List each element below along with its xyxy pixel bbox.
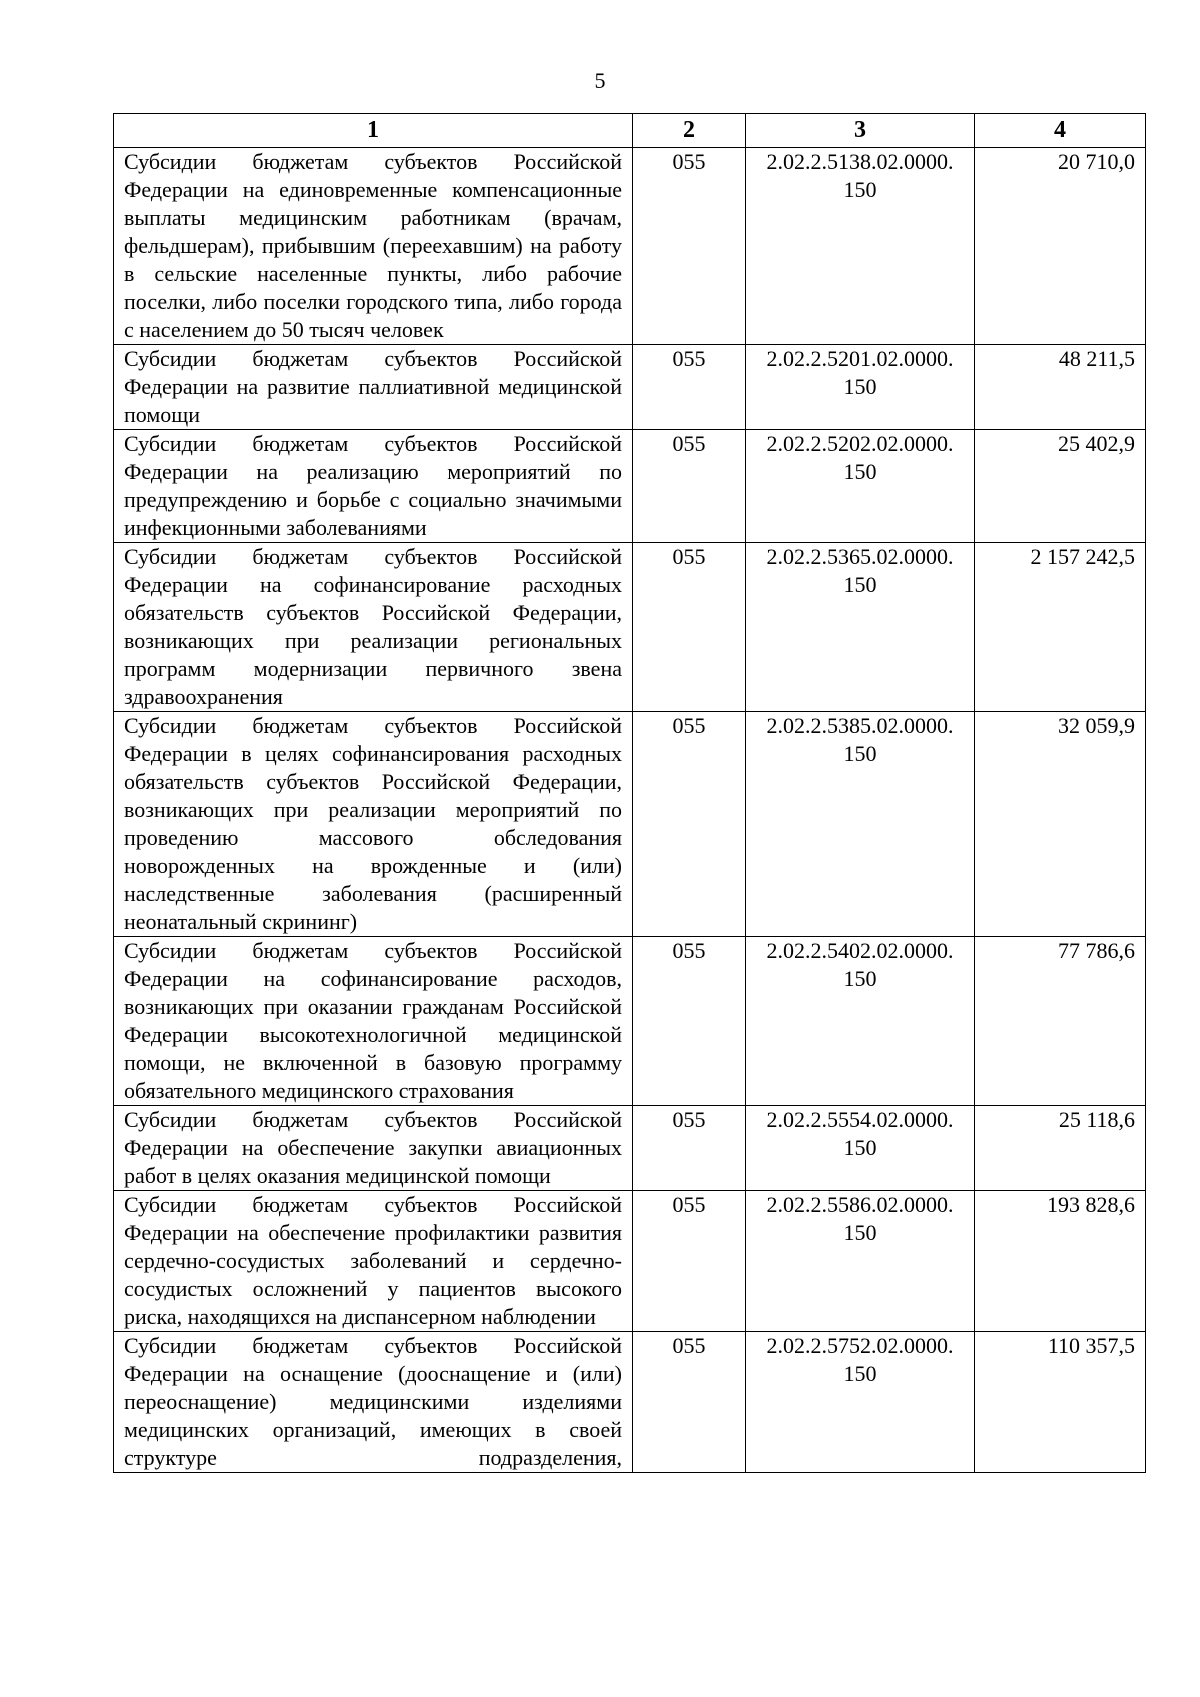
header-col-1: 1	[114, 114, 633, 148]
row-name: Субсидии бюджетам субъектов Российской Федерации на реализацию мероприятий по предупреждению и борьбе с социально значимыми инфекционными заболеваниями	[114, 430, 633, 543]
row-name: Субсидии бюджетам субъектов Российской Федерации на софинансирование расходных обязательств субъектов Российской Федерации, возникающих при реализации региональных программ модернизации первичного звена здравоохранения	[114, 543, 633, 712]
row-name: Субсидии бюджетам субъектов Российской Федерации на оснащение (дооснащение и (или) переоснащение) медицинскими изделиями медицинских организаций, имеющих в своей структуре подразделения,	[114, 1332, 633, 1473]
row-classification-code: 2.02.2.5138.02.0000. 150	[746, 148, 975, 345]
page-number: 5	[594, 68, 606, 93]
row-classification-code: 2.02.2.5202.02.0000. 150	[746, 430, 975, 543]
row-admin-code: 055	[633, 543, 746, 712]
row-admin-code: 055	[633, 1332, 746, 1473]
row-classification-code: 2.02.2.5201.02.0000. 150	[746, 345, 975, 430]
header-col-3: 3	[746, 114, 975, 148]
row-name: Субсидии бюджетам субъектов Российской Федерации на обеспечение закупки авиационных работ в целях оказания медицинской помощи	[114, 1106, 633, 1191]
table-row	[114, 1332, 1146, 1473]
row-name: Субсидии бюджетам субъектов Российской Федерации на единовременные компенсационные выплаты медицинским работникам (врачам, фельдшерам), прибывшим (переехавшим) на работу в сельские населенные пункты, либо рабочие поселки, либо поселки городского типа, либо города с населением до 50 тысяч человек	[114, 148, 633, 345]
header-col-2: 2	[633, 114, 746, 148]
row-name: Субсидии бюджетам субъектов Российской Федерации в целях софинансирования расходных обязательств субъектов Российской Федерации, возникающих при реализации мероприятий по проведению массового обследования новорожденных на врожденные и (или) наследственные заболевания (расширенный неонатальный скрининг)	[114, 712, 633, 937]
row-name: Субсидии бюджетам субъектов Российской Федерации на софинансирование расходов, возникающих при оказании гражданам Российской Федерации высокотехнологичной медицинской помощи, не включенной в базовую программу обязательного медицинского страхования	[114, 937, 633, 1106]
table-row	[114, 345, 1146, 430]
row-admin-code: 055	[633, 1106, 746, 1191]
table-row	[114, 1191, 1146, 1332]
row-admin-code: 055	[633, 937, 746, 1106]
row-name: Субсидии бюджетам субъектов Российской Федерации на обеспечение профилактики развития сердечно-сосудистых заболеваний и сердечно-сосудистых осложнений у пациентов высокого риска, находящихся на диспансерном наблюдении	[114, 1191, 633, 1332]
row-classification-code: 2.02.2.5365.02.0000. 150	[746, 543, 975, 712]
row-classification-code: 2.02.2.5554.02.0000. 150	[746, 1106, 975, 1191]
row-classification-code: 2.02.2.5385.02.0000. 150	[746, 712, 975, 937]
row-amount: 193 828,6	[975, 1191, 1146, 1332]
table-row	[114, 712, 1146, 937]
table-row	[114, 937, 1146, 1106]
row-name: Субсидии бюджетам субъектов Российской Федерации на развитие паллиативной медицинской помощи	[114, 345, 633, 430]
row-amount: 48 211,5	[975, 345, 1146, 430]
row-amount: 32 059,9	[975, 712, 1146, 937]
row-admin-code: 055	[633, 430, 746, 543]
row-amount: 20 710,0	[975, 148, 1146, 345]
row-classification-code: 2.02.2.5752.02.0000. 150	[746, 1332, 975, 1473]
row-amount: 110 357,5	[975, 1332, 1146, 1473]
header-col-4: 4	[975, 114, 1146, 148]
row-amount: 25 118,6	[975, 1106, 1146, 1191]
table-row	[114, 1106, 1146, 1191]
row-classification-code: 2.02.2.5586.02.0000. 150	[746, 1191, 975, 1332]
row-amount: 77 786,6	[975, 937, 1146, 1106]
row-admin-code: 055	[633, 345, 746, 430]
budget-table	[113, 113, 1146, 1473]
row-admin-code: 055	[633, 148, 746, 345]
row-amount: 2 157 242,5	[975, 543, 1146, 712]
table-row	[114, 543, 1146, 712]
table-row	[114, 148, 1146, 345]
table-row	[114, 430, 1146, 543]
row-admin-code: 055	[633, 712, 746, 937]
row-classification-code: 2.02.2.5402.02.0000. 150	[746, 937, 975, 1106]
row-admin-code: 055	[633, 1191, 746, 1332]
row-amount: 25 402,9	[975, 430, 1146, 543]
header-row	[114, 114, 1146, 148]
